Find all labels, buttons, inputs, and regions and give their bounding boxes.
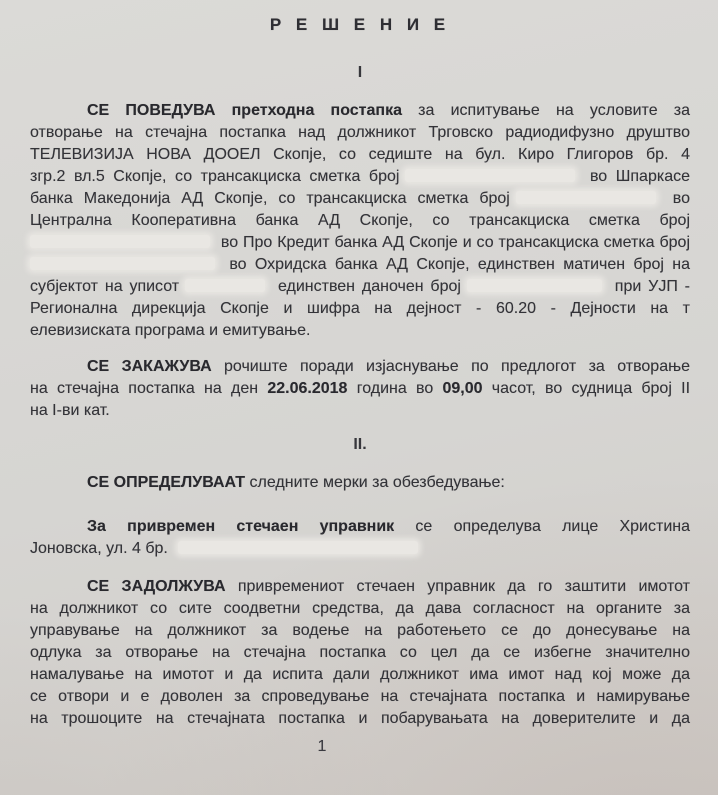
text-line: [30, 664, 690, 686]
redacted-text: [467, 279, 602, 292]
redacted-text: [178, 541, 418, 554]
text-run: на должникот со сите соодветни средства, да дава согласност на органите за: [30, 600, 690, 617]
text-line: [30, 516, 690, 538]
redacted-text: [185, 279, 265, 292]
text-run: привремениот стечаен управник да го заштити имотот: [225, 578, 691, 595]
text-line: [30, 642, 690, 664]
text-line: [30, 122, 690, 144]
text-line: [30, 356, 690, 378]
text-run: во Про Кредит банка АД Скопје и со трансакциска сметка број: [216, 234, 690, 251]
text-run: во Шпаркасе: [581, 168, 690, 185]
text-line: [30, 576, 690, 598]
text-run: банка Македонија АД Скопје, со трансакциска сметка број: [30, 190, 510, 207]
text-run: намалување на имотот и да испита дали должникот има имот над кој може да: [30, 666, 690, 683]
redacted-text: [30, 257, 215, 270]
text-line: [30, 188, 690, 210]
text-run: субјектот на уписот: [30, 278, 180, 295]
text-line: [30, 598, 690, 620]
bold-run: СЕ ЗАДОЛЖУВА: [87, 578, 226, 595]
redacted-text: [516, 191, 656, 204]
text-line: [30, 166, 690, 188]
text-line: [30, 276, 690, 298]
text-run: за испитување на условите за: [402, 102, 691, 119]
section-numeral-1: I: [357, 64, 363, 81]
text-run: часот, во судница број II: [482, 380, 691, 397]
paragraph-hearing-scheduled: [30, 356, 690, 422]
redacted-text: [405, 169, 575, 182]
text-run: година во: [347, 380, 443, 397]
text-line: [30, 210, 690, 232]
text-run: на трошоците на стечајната постапка и побарувањата на доверителите и да: [30, 710, 690, 727]
bold-run: СЕ ЗАКАЖУВА: [87, 358, 212, 375]
text-line: [30, 232, 690, 254]
paragraph-trustee-appointment: [30, 516, 690, 560]
text-line: [30, 298, 690, 320]
hearing-time: 09,00: [442, 380, 483, 397]
text-run: згр.2 вл.5 Скопје, со трансакциска сметка број: [30, 168, 400, 185]
text-run: се отвори и е доволен за спроведување на стечајната постапка и намирување: [30, 688, 690, 705]
text-run: на стечајна постапка на ден: [30, 380, 268, 397]
text-run: отворање на стечајна постапка над должникот Трговско радиодифузно друштво: [30, 124, 690, 141]
paragraph-opening-procedure: [30, 100, 690, 342]
paragraph-measures: [30, 472, 690, 494]
bold-run: СЕ ОПРЕДЕЛУВААТ: [87, 474, 246, 491]
text-run: во Охридска банка АД Скопје, единствен матичен број на: [221, 256, 690, 273]
text-run: на I-ви кат.: [30, 402, 110, 419]
text-line: [30, 686, 690, 708]
hearing-date: 22.06.2018: [267, 380, 348, 397]
bold-run: За привремен стечаен управник: [87, 518, 395, 535]
text-run: рочиште поради изјаснување по предлогот за отворање: [211, 358, 690, 375]
page-number: 1: [317, 738, 327, 755]
text-line: [30, 100, 690, 122]
document-title: Р Е Ш Е Н И Е: [269, 15, 451, 34]
text-run: следните мерки за обезбедување:: [245, 474, 505, 491]
text-line: [30, 620, 690, 642]
text-run: одлука за отворање на стечајна постапка со цел да се избегне значително: [30, 644, 690, 661]
text-run: Централна Кооперативна банка АД Скопје, со трансакциска сметка број: [30, 212, 690, 229]
paragraph-trustee-duties: [30, 576, 690, 730]
text-line: [30, 320, 690, 342]
text-line: [30, 254, 690, 276]
bold-run: СЕ ПОВЕДУВА претходна постапка: [87, 102, 402, 119]
text-run: Регионална дирекција Скопје и шифра на дејност - 60.20 - Дејности на т: [30, 300, 690, 317]
text-run: Јоновска, ул. 4 бр.: [30, 540, 173, 557]
text-run: во: [661, 190, 690, 207]
text-line: [30, 400, 690, 422]
text-run: единствен даночен број: [271, 278, 461, 295]
text-run: управување на должникот за водење на работењето се до донесување на: [30, 622, 690, 639]
text-line: [30, 708, 690, 730]
text-line: [30, 378, 690, 400]
text-run: ТЕЛЕВИЗИЈА НОВА ДООЕЛ Скопје, со седиште на бул. Киро Глигоров бр. 4: [30, 146, 690, 163]
section-numeral-2: II.: [353, 436, 367, 453]
text-run: елевизиската програма и емитување.: [30, 322, 311, 339]
text-line: [30, 538, 690, 560]
text-line: [30, 144, 690, 166]
text-run: се определува лице Христина: [394, 518, 690, 535]
text-line: [30, 472, 690, 494]
redacted-text: [30, 235, 210, 248]
text-run: при УЈП -: [607, 278, 691, 295]
